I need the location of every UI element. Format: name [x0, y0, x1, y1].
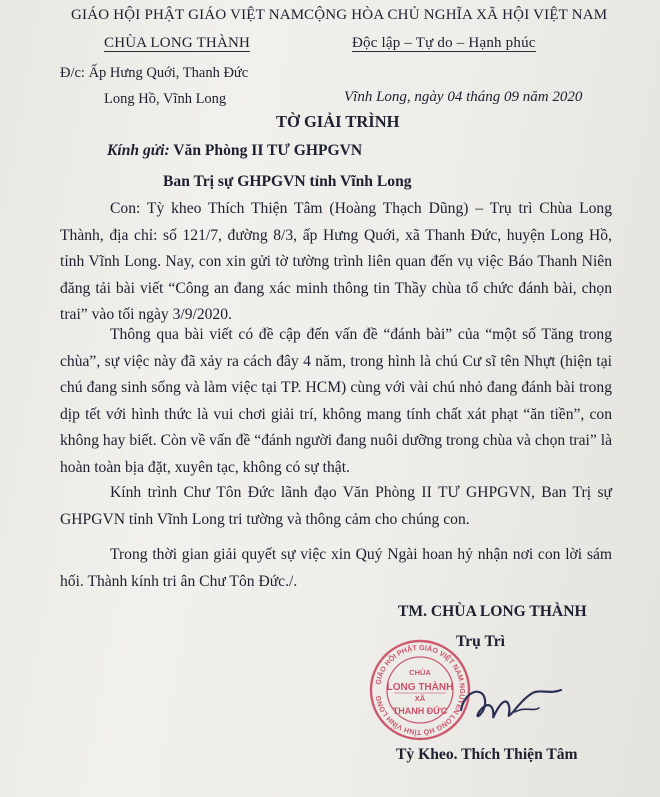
paragraph-intro: Con: Tỳ kheo Thích Thiện Tâm (Hoàng Thạch Dũng) – Trụ trì Chùa Long Thành, địa chỉ: số 121/7, đường 8/3, ấp Hưng Quới, xã Thanh Đức, huyện Long Hồ, tỉnh Vĩnh Long. Nay, con xin gửi tờ tường trình liên quan đến vụ việc Báo Thanh Niên đăng tải bài viết “Công an đang xác minh thông tin Thầy chùa tổ chức đánh bài, chọn trai” vào tối ngày 3/9/2020. [60, 200, 612, 323]
address-line-1: Đ/c: Ấp Hưng Quới, Thanh Đức [60, 65, 249, 81]
seal-ring-text: GIÁO HỘI PHẬT GIÁO VIỆT NAM NGUYỄN LONG HỒ TỈNH VĨNH LONG [373, 642, 468, 738]
paragraph-closing: Trong thời gian giải quyết sự việc xin Quý Ngài hoan hỷ nhận nơi con lời sám hối. Thành kính tri ân Chư Tôn Đức./. [60, 546, 612, 590]
seal-line-1: CHÙA [409, 668, 431, 677]
address-line-2: Long Hồ, Vĩnh Long [104, 91, 227, 107]
paragraph-explanation: Thông qua bài viết có đề cập đến vấn đề “đánh bài” của “một số Tăng trong chùa”, sự việc này đã xảy ra cách đây 4 năm, trong hình là chú Cư sĩ tên Nhựt (hiện tại chú đang sinh sống và làm việc tại TP. HCM) cùng với vài chú nhỏ đang đánh bài trong dịp tết với hình thức là vui chơi giải trí, không mang tính chất xát phạt “ăn tiền”, con không hay biết. Còn về vấn đề “đánh người đang nuôi dưỡng trong chùa và chọn trai” là hoàn toàn bịa đặt, xuyên tạc, không có sự thật. [60, 326, 612, 476]
pagoda-name: CHÙA LONG THÀNH [104, 35, 251, 51]
document-title: TỜ GIẢI TRÌNH [276, 112, 400, 131]
seal-line-4: THANH ĐỨC [392, 706, 448, 716]
signer-role: Trụ Trì [456, 633, 505, 650]
date-line: Vĩnh Long, ngày 04 tháng 09 năm 2020 [344, 89, 583, 105]
org-left-title: GIÁO HỘI PHẬT GIÁO VIỆT NAM [71, 7, 305, 23]
signer-name: Tỳ Kheo. Thích Thiện Tâm [396, 746, 578, 763]
org-right-title: CỘNG HÒA CHỦ NGHĨA XÃ HỘI VIỆT NAM [304, 7, 608, 23]
paragraph-petition: Kính trình Chư Tôn Đức lãnh đạo Văn Phòng II TƯ GHPGVN, Ban Trị sự GHPGVN tỉnh Vĩnh Long tri tường và thông cảm cho chúng con. [60, 484, 612, 528]
recipient-label: Kính gửi: [107, 142, 170, 159]
national-motto: Độc lập – Tự do – Hạnh phúc [352, 35, 536, 51]
recipient-line-1 [107, 138, 362, 164]
seal-line-2: LONG THÀNH [386, 682, 454, 693]
on-behalf-label: TM. CHÙA LONG THÀNH [398, 603, 587, 620]
recipient-1: Văn Phòng II TƯ GHPGVN [173, 142, 363, 159]
seal-line-3: XÃ [414, 694, 426, 703]
recipient-2: Ban Trị sự GHPGVN tỉnh Vĩnh Long [163, 173, 412, 190]
handwritten-signature [455, 672, 570, 742]
